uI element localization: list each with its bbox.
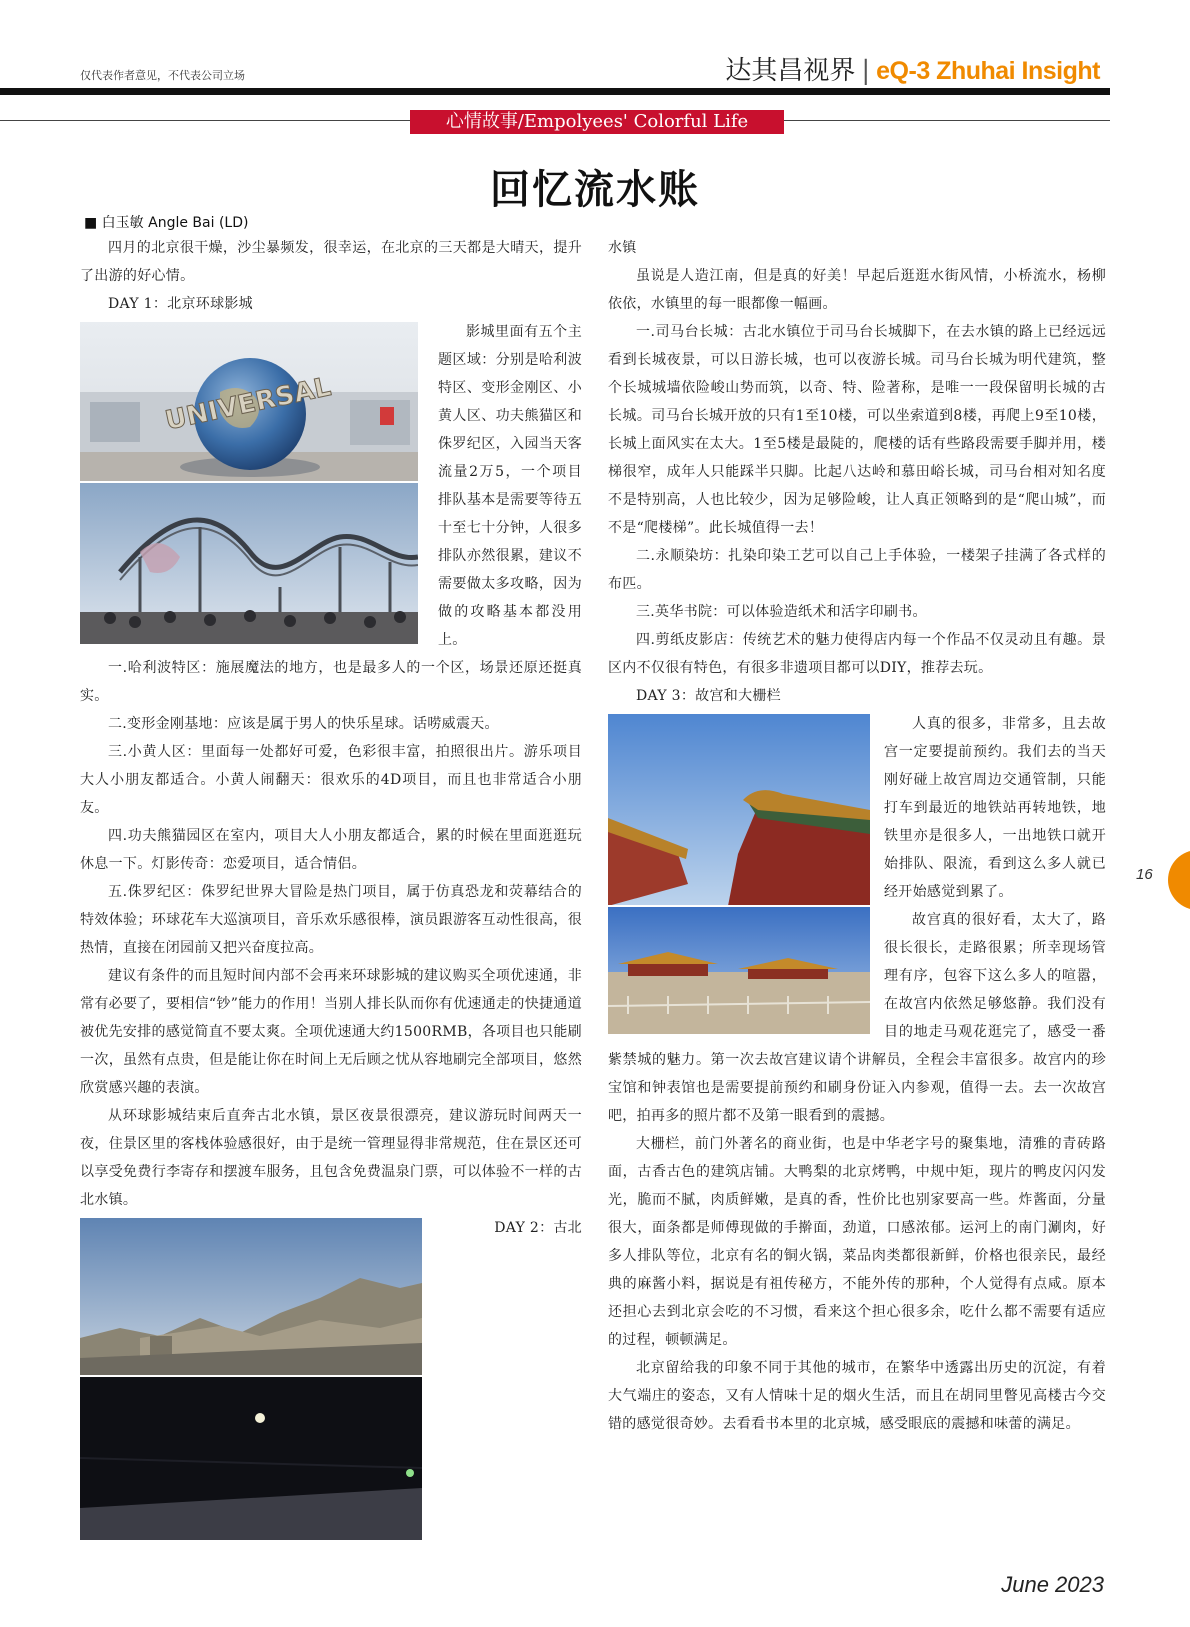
universal-studios-photo bbox=[80, 322, 418, 644]
section-tag: 心情故事/Empolyees' Colorful Life bbox=[410, 110, 784, 134]
paragraph: 一.司马台长城：古北水镇位于司马台长城脚下，在去水镇的路上已经远远看到长城夜景，可以日游长城，也可以夜游长城。司马台长城为明代建筑，整个长城城墙依险峻山势而筑，以奇、特、险著称，是唯一一段保留明长城的古长城。司马台长城开放的只有1至10楼，可以坐索道到8楼，再爬上9至10楼，长城上面风实在太大。1至5楼是最陡的，爬楼的话有些路段需要手脚并用，楼梯很窄，成年人只能踩半只脚。比起八达岭和慕田峪长城，司马台相对知名度不是特别高，人也比较少，因为足够险峻，让人真正领略到的是“爬山城”，而不是“爬楼梯”。此长城值得一去！ bbox=[608, 324, 1106, 536]
gubei-watertown-photo bbox=[80, 1218, 422, 1540]
paragraph: 三.小黄人区：里面每一处都好可爱，色彩很丰富，拍照很出片。游乐项目大人小朋友都适合。小黄人闹翻天：很欢乐的4D项目，而且也非常适合小朋友。 bbox=[80, 744, 582, 816]
paragraph: 二.永顺染坊：扎染印染工艺可以自己上手体验，一楼架子挂满了各式样的布匹。 bbox=[608, 548, 1106, 592]
paragraph: 四.功夫熊猫园区在室内，项目大人小朋友都适合，累的时候在里面逛逛玩休息一下。灯影传奇：恋爱项目，适合情侣。 bbox=[80, 828, 582, 872]
paragraph: 故宫真的很好看，太大了，路很长很长，走路很累；所幸现场管理有序，包容下这么多人的喧嚣，在故宫内依然足够悠静。我们没有目的地走马观花逛完了，感受一番紫禁城的魅力。第一次去故宫建议请个讲解员，全程会丰富很多。故宫内的珍宝馆和钟表馆也是需要提前预约和刷身份证入内参观，值得一去。去一次故宫吧，拍再多的照片都不及第一眼看到的震撼。 bbox=[608, 912, 1106, 1124]
article-author: ■ 白玉敏 Angle Bai (LD) bbox=[84, 215, 249, 231]
paragraph: 二.变形金刚基地：应该是属于男人的快乐星球。话唠威震天。 bbox=[108, 716, 499, 732]
header-rule bbox=[0, 88, 1110, 95]
paragraph: 影城里面有五个主题区域：分别是哈利波特区、变形金刚区、小黄人区、功夫熊猫区和侏罗纪区，入园当天客流量2万5，一个项目排队基本是需要等待五十至七十分钟，人很多排队亦然很累，建议不需要做太多攻略，因为做的攻略基本都没用上。 bbox=[438, 324, 582, 648]
paragraph: 建议有条件的而且短时间内部不会再来环球影城的建议购买全项优速通，非常有必要了，要相信“钞”能力的作用！当别人排长队而你有优速通走的快捷通道被优先安排的感觉简直不要太爽。全项优速通大约1500RMB，各项目也只能刷一次，虽然有点贵，但是能让你在时间上无后顾之忧从容地刷完全部项目，悠然欣赏感兴趣的表演。 bbox=[80, 968, 582, 1096]
masthead-en: eQ-3 Zhuhai Insight bbox=[876, 57, 1100, 85]
day-heading: DAY 1：北京环球影城 bbox=[108, 296, 253, 312]
paragraph: 一.哈利波特区：施展魔法的地方，也是最多人的一个区，场景还原还挺真实。 bbox=[80, 660, 582, 704]
paragraph: 大栅栏，前门外著名的商业街，也是中华老字号的聚集地，清雅的青砖路面，古香古色的建筑店铺。大鸭梨的北京烤鸭，中规中矩，现片的鸭皮闪闪发光，脆而不腻，肉质鲜嫩，是真的香，性价比也别家要高一些。炸酱面，分量很大，面条都是师傅现做的手擀面，劲道，口感浓郁。运河上的南门涮肉，好多人排队等位，北京有名的铜火锅，菜品肉类都很新鲜，价格也很亲民，最经典的麻酱小料，据说是有祖传秘方，不能外传的那种，个人觉得有点咸。原本还担心去到北京会吃的不习惯，看来这个担心很多余，吃什么都不需要有适应的过程，顿顿满足。 bbox=[608, 1136, 1106, 1348]
globe-text: UNIVERSAL bbox=[162, 371, 334, 437]
page-tab-marker bbox=[1168, 850, 1190, 910]
paragraph: 四月的北京很干燥，沙尘暴频发，很幸运，在北京的三天都是大晴天，提升了出游的好心情。 bbox=[80, 240, 582, 284]
masthead bbox=[725, 50, 1100, 87]
paragraph: 从环球影城结束后直奔古北水镇，景区夜景很漂亮，建议游玩时间两天一夜，住景区里的客栈体验感很好，由于是统一管理显得非常规范，住在景区还可以享受免费行李寄存和摆渡车服务，且包含免费温泉门票，可以体验不一样的古北水镇。 bbox=[80, 1108, 582, 1208]
paragraph: 水镇 bbox=[608, 240, 637, 256]
left-column bbox=[80, 234, 582, 1540]
forbidden-city-photo bbox=[608, 714, 870, 1034]
paragraph: 四.剪纸皮影店：传统艺术的魅力使得店内每一个作品不仅灵动且有趣。景区内不仅很有特色，有很多非遗项目都可以DIY，推荐去玩。 bbox=[608, 632, 1106, 676]
paragraph: 五.侏罗纪区：侏罗纪世界大冒险是热门项目，属于仿真恐龙和荧幕结合的特效体验；环球花车大巡演项目，音乐欢乐感很棒，演员跟游客互动性很高，很热情，直接在闭园前又把兴奋度拉高。 bbox=[80, 884, 582, 956]
masthead-separator: | bbox=[861, 56, 871, 86]
disclaimer: 仅代表作者意见，不代表公司立场 bbox=[80, 69, 245, 82]
day-heading: DAY 2：古北 bbox=[494, 1220, 582, 1236]
paragraph: 北京留给我的印象不同于其他的城市，在繁华中透露出历史的沉淀，有着大气端庄的姿态，又有人情味十足的烟火生活，而且在胡同里瞥见高楼古今交错的感觉很奇妙。去看看书本里的北京城，感受眼底的震撼和味蕾的满足。 bbox=[608, 1360, 1106, 1432]
masthead-cn: 达其昌视界 bbox=[725, 56, 856, 86]
day-heading: DAY 3：故宫和大栅栏 bbox=[636, 688, 781, 704]
page-number: 16 bbox=[1136, 866, 1153, 883]
paragraph: 人真的很多，非常多，且去故宫一定要提前预约。我们去的当天刚好碰上故宫周边交通管制，只能打车到最近的地铁站再转地铁，地铁里亦是很多人，一出地铁口就开始排队、限流，看到这么多人就已经开始感觉到累了。 bbox=[884, 716, 1106, 900]
issue-date: June 2023 bbox=[1001, 1572, 1104, 1597]
paragraph: 三.英华书院：可以体验造纸术和活字印刷书。 bbox=[636, 604, 927, 620]
article-title: 回忆流水账 bbox=[490, 166, 700, 213]
right-column bbox=[608, 234, 1106, 1438]
paragraph: 虽说是人造江南，但是真的好美！早起后逛逛水街风情，小桥流水，杨柳依依，水镇里的每一眼都像一幅画。 bbox=[608, 268, 1106, 312]
